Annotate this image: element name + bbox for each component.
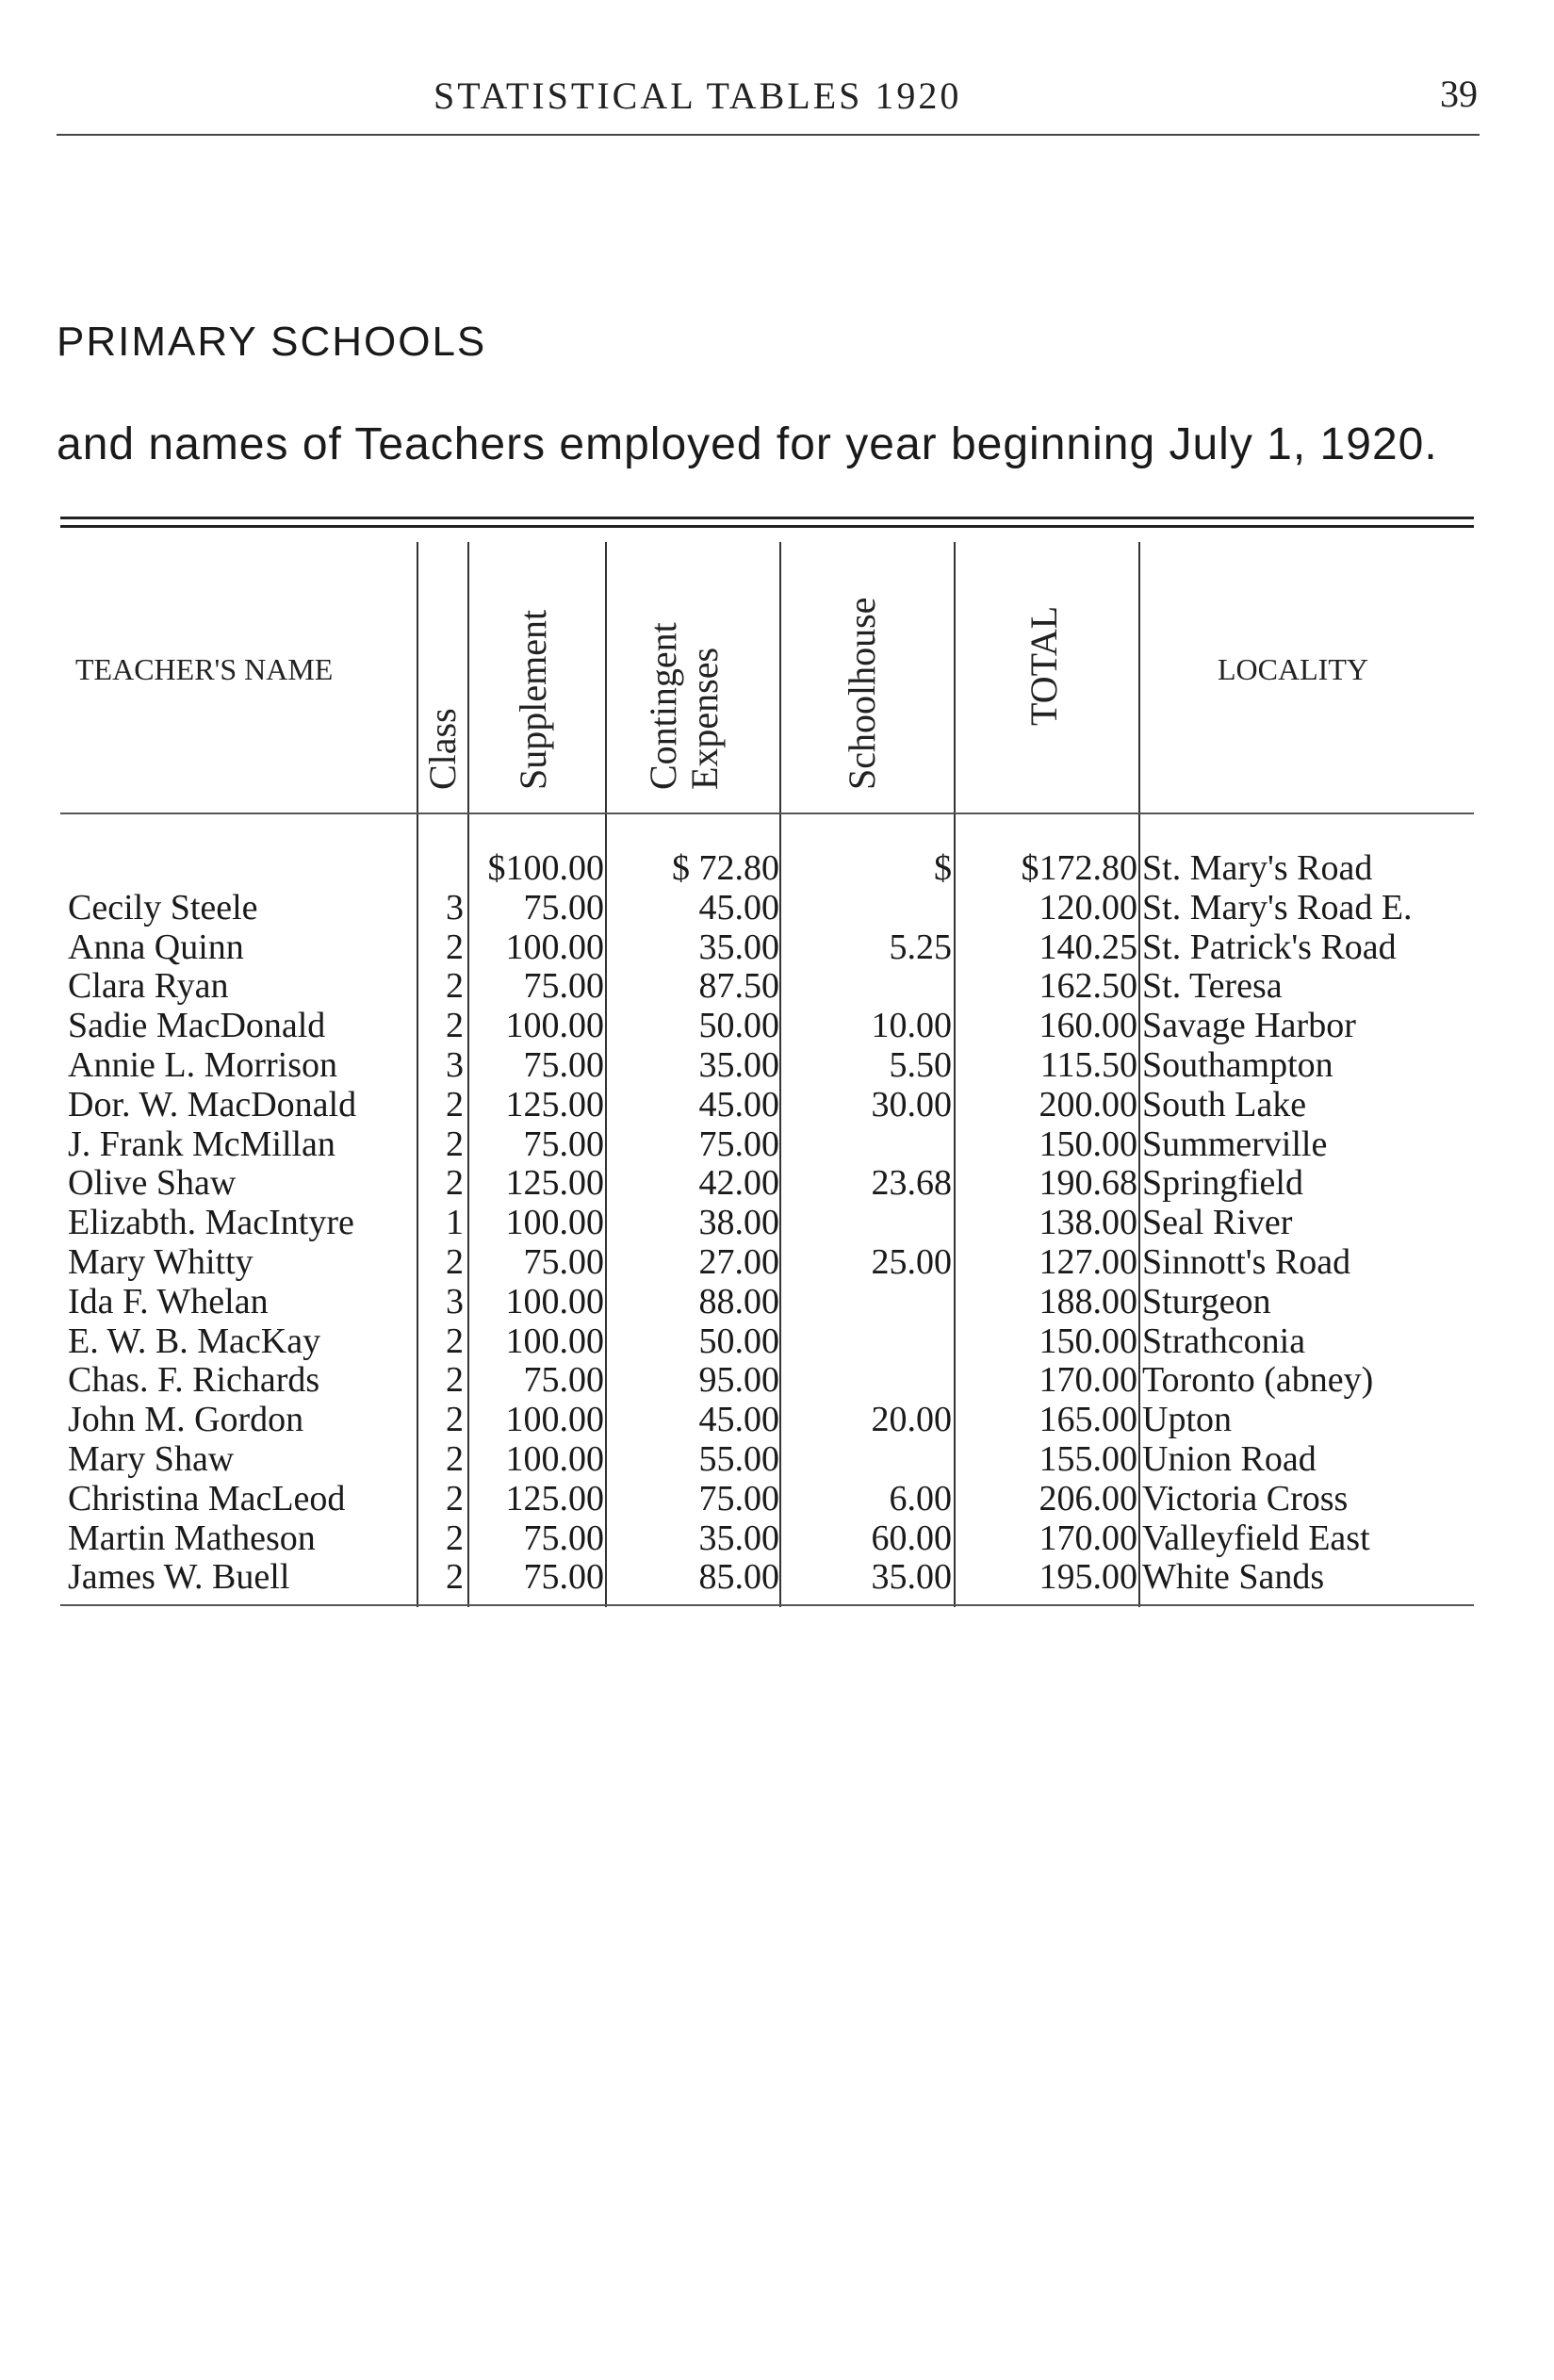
total-value: 190.68 bbox=[1039, 1163, 1137, 1204]
total-value: 150.00 bbox=[1039, 1321, 1137, 1361]
class-value: 3 bbox=[446, 1045, 464, 1085]
total-value: 170.00 bbox=[1039, 1360, 1137, 1401]
teacher-name: Chas. F. Richards bbox=[68, 1360, 320, 1401]
table-row bbox=[0, 1282, 1554, 1321]
locality-value: Savage Harbor bbox=[1142, 1006, 1356, 1046]
locality-value: St. Teresa bbox=[1142, 966, 1283, 1007]
table-row bbox=[0, 1045, 1554, 1085]
column-header-contingent: Contingent bbox=[642, 622, 684, 790]
contingent-value: 35.00 bbox=[698, 927, 779, 967]
supplement-value: 75.00 bbox=[523, 1124, 604, 1164]
table-row bbox=[0, 888, 1554, 927]
contingent-value: 50.00 bbox=[698, 1321, 779, 1361]
total-value: 162.50 bbox=[1039, 966, 1137, 1007]
class-value: 1 bbox=[446, 1203, 464, 1243]
contingent-value: 75.00 bbox=[698, 1478, 779, 1518]
class-value: 3 bbox=[446, 887, 464, 927]
contingent-value: 87.50 bbox=[698, 966, 779, 1007]
class-value: 2 bbox=[446, 1124, 464, 1164]
teacher-name: Annie L. Morrison bbox=[68, 1045, 338, 1085]
column-header-supplement: Supplement bbox=[512, 609, 554, 790]
contingent-value: 55.00 bbox=[698, 1439, 779, 1479]
column-header-expenses: Expenses bbox=[683, 647, 726, 790]
supplement-value: 100.00 bbox=[505, 1006, 604, 1046]
supplement-value: 100.00 bbox=[505, 1439, 604, 1479]
supplement-value: 100.00 bbox=[505, 1203, 604, 1243]
supplement-value: 100.00 bbox=[505, 927, 604, 967]
schoolhouse-value: $ bbox=[934, 848, 952, 888]
teacher-name: E. W. B. MacKay bbox=[68, 1321, 321, 1361]
class-value: 2 bbox=[446, 1006, 464, 1046]
contingent-value: 27.00 bbox=[698, 1242, 779, 1282]
teacher-name: Mary Shaw bbox=[68, 1439, 235, 1479]
teacher-name: Dor. W. MacDonald bbox=[68, 1084, 357, 1124]
locality-value: Springfield bbox=[1142, 1163, 1303, 1204]
class-value: 3 bbox=[446, 1281, 464, 1321]
contingent-value: 45.00 bbox=[698, 1400, 779, 1440]
locality-value: Seal River bbox=[1142, 1203, 1293, 1243]
total-value: 188.00 bbox=[1039, 1281, 1137, 1321]
table-row bbox=[0, 1518, 1554, 1558]
header-rule bbox=[57, 134, 1480, 136]
total-value: 150.00 bbox=[1039, 1124, 1137, 1164]
total-value: 170.00 bbox=[1039, 1518, 1137, 1558]
total-value: 195.00 bbox=[1039, 1557, 1137, 1598]
table-top-rule-double bbox=[60, 525, 1474, 528]
contingent-value: $ 72.80 bbox=[672, 848, 779, 888]
supplement-value: 75.00 bbox=[523, 887, 604, 927]
contingent-value: 45.00 bbox=[698, 1084, 779, 1124]
locality-value: St. Mary's Road bbox=[1142, 848, 1373, 888]
supplement-value: $100.00 bbox=[487, 848, 604, 888]
table-row bbox=[0, 848, 1554, 888]
table-row bbox=[0, 1439, 1554, 1479]
column-header-name: TEACHER'S NAME bbox=[75, 652, 334, 686]
class-value: 2 bbox=[446, 1360, 464, 1401]
table-row bbox=[0, 1557, 1554, 1597]
contingent-value: 85.00 bbox=[698, 1557, 779, 1598]
total-value: $172.80 bbox=[1021, 848, 1137, 888]
locality-value: Toronto (abney) bbox=[1142, 1360, 1374, 1401]
class-value: 2 bbox=[446, 1518, 464, 1558]
class-value: 2 bbox=[446, 1163, 464, 1204]
teacher-name: Olive Shaw bbox=[68, 1163, 237, 1204]
supplement-value: 75.00 bbox=[523, 1557, 604, 1598]
supplement-value: 75.00 bbox=[523, 966, 604, 1007]
schoolhouse-value: 5.50 bbox=[889, 1045, 952, 1085]
contingent-value: 45.00 bbox=[698, 887, 779, 927]
supplement-value: 125.00 bbox=[505, 1084, 604, 1124]
table-row bbox=[0, 1400, 1554, 1439]
contingent-value: 35.00 bbox=[698, 1518, 779, 1558]
schoolhouse-value: 20.00 bbox=[871, 1400, 952, 1440]
schoolhouse-value: 25.00 bbox=[871, 1242, 952, 1282]
locality-value: Upton bbox=[1142, 1400, 1232, 1440]
teacher-name: Martin Matheson bbox=[68, 1518, 316, 1558]
table-row bbox=[0, 1479, 1554, 1518]
schoolhouse-value: 60.00 bbox=[871, 1518, 952, 1558]
table-row bbox=[0, 1242, 1554, 1282]
supplement-value: 125.00 bbox=[505, 1163, 604, 1204]
contingent-value: 88.00 bbox=[698, 1281, 779, 1321]
table-bottom-rule bbox=[60, 1604, 1474, 1606]
teacher-name: Cecily Steele bbox=[68, 887, 258, 927]
locality-value: Summerville bbox=[1142, 1124, 1328, 1164]
total-value: 160.00 bbox=[1039, 1006, 1137, 1046]
class-value: 2 bbox=[446, 1439, 464, 1479]
supplement-value: 100.00 bbox=[505, 1400, 604, 1440]
table-row bbox=[0, 927, 1554, 967]
column-header-locality: LOCALITY bbox=[1218, 652, 1368, 686]
section-title: PRIMARY SCHOOLS bbox=[57, 319, 487, 365]
class-value: 2 bbox=[446, 966, 464, 1007]
class-value: 2 bbox=[446, 1400, 464, 1440]
table-top-rule bbox=[60, 517, 1474, 519]
total-value: 127.00 bbox=[1039, 1242, 1137, 1282]
teacher-name: James W. Buell bbox=[68, 1557, 290, 1598]
class-value: 2 bbox=[446, 1084, 464, 1124]
teacher-name: Elizabth. MacIntyre bbox=[68, 1203, 354, 1243]
locality-value: South Lake bbox=[1142, 1084, 1307, 1124]
page-number: 39 bbox=[1440, 73, 1478, 115]
teacher-name: Clara Ryan bbox=[68, 966, 229, 1007]
total-value: 165.00 bbox=[1039, 1400, 1137, 1440]
teacher-name: John M. Gordon bbox=[68, 1400, 304, 1440]
supplement-value: 75.00 bbox=[523, 1242, 604, 1282]
locality-value: Valleyfield East bbox=[1142, 1518, 1370, 1558]
schoolhouse-value: 35.00 bbox=[871, 1557, 952, 1598]
supplement-value: 100.00 bbox=[505, 1281, 604, 1321]
total-value: 138.00 bbox=[1039, 1203, 1137, 1243]
contingent-value: 42.00 bbox=[698, 1163, 779, 1204]
teacher-name: Anna Quinn bbox=[68, 927, 244, 967]
schoolhouse-value: 23.68 bbox=[871, 1163, 952, 1204]
locality-value: Southampton bbox=[1142, 1045, 1333, 1085]
teacher-name: Sadie MacDonald bbox=[68, 1006, 326, 1046]
table-row bbox=[0, 1360, 1554, 1400]
locality-value: St. Mary's Road E. bbox=[1142, 887, 1413, 927]
contingent-value: 38.00 bbox=[698, 1203, 779, 1243]
class-value: 2 bbox=[446, 1478, 464, 1518]
table-row bbox=[0, 1006, 1554, 1045]
column-header-schoolhouse: Schoolhouse bbox=[841, 597, 883, 790]
total-value: 206.00 bbox=[1039, 1478, 1137, 1518]
class-value: 2 bbox=[446, 1557, 464, 1598]
teacher-name: Mary Whitty bbox=[68, 1242, 254, 1282]
locality-value: Sturgeon bbox=[1142, 1281, 1271, 1321]
table-header-rule bbox=[60, 812, 1474, 814]
table-row bbox=[0, 1124, 1554, 1164]
supplement-value: 125.00 bbox=[505, 1478, 604, 1518]
section-subtitle: and names of Teachers employed for year beginning July 1, 1920. bbox=[57, 419, 1438, 469]
table-row bbox=[0, 1085, 1554, 1124]
running-title: STATISTICAL TABLES 1920 bbox=[433, 74, 962, 117]
schoolhouse-value: 30.00 bbox=[871, 1084, 952, 1124]
teacher-name: Ida F. Whelan bbox=[68, 1281, 269, 1321]
supplement-value: 75.00 bbox=[523, 1045, 604, 1085]
locality-value: St. Patrick's Road bbox=[1142, 927, 1397, 967]
table-row bbox=[0, 1163, 1554, 1203]
total-value: 120.00 bbox=[1039, 887, 1137, 927]
supplement-value: 75.00 bbox=[523, 1360, 604, 1401]
supplement-value: 100.00 bbox=[505, 1321, 604, 1361]
total-value: 155.00 bbox=[1039, 1439, 1137, 1479]
class-value: 2 bbox=[446, 1242, 464, 1282]
locality-value: Sinnott's Road bbox=[1142, 1242, 1351, 1282]
contingent-value: 95.00 bbox=[698, 1360, 779, 1401]
teacher-name: Christina MacLeod bbox=[68, 1478, 346, 1518]
class-value: 2 bbox=[446, 1321, 464, 1361]
supplement-value: 75.00 bbox=[523, 1518, 604, 1558]
column-header-total: TOTAL bbox=[1022, 605, 1065, 726]
locality-value: Union Road bbox=[1142, 1439, 1317, 1479]
locality-value: Victoria Cross bbox=[1142, 1478, 1349, 1518]
contingent-value: 35.00 bbox=[698, 1045, 779, 1085]
total-value: 115.50 bbox=[1039, 1045, 1137, 1085]
schoolhouse-value: 5.25 bbox=[889, 927, 952, 967]
schoolhouse-value: 6.00 bbox=[889, 1478, 952, 1518]
contingent-value: 50.00 bbox=[698, 1006, 779, 1046]
locality-value: Strathconia bbox=[1142, 1321, 1306, 1361]
schoolhouse-value: 10.00 bbox=[871, 1006, 952, 1046]
teacher-name: J. Frank McMillan bbox=[68, 1124, 335, 1164]
total-value: 140.25 bbox=[1039, 927, 1137, 967]
column-header-class: Class bbox=[421, 708, 464, 790]
table-row bbox=[0, 966, 1554, 1006]
class-value: 2 bbox=[446, 927, 464, 967]
contingent-value: 75.00 bbox=[698, 1124, 779, 1164]
table-row bbox=[0, 1321, 1554, 1361]
table-row bbox=[0, 1203, 1554, 1242]
total-value: 200.00 bbox=[1039, 1084, 1137, 1124]
locality-value: White Sands bbox=[1142, 1557, 1325, 1598]
